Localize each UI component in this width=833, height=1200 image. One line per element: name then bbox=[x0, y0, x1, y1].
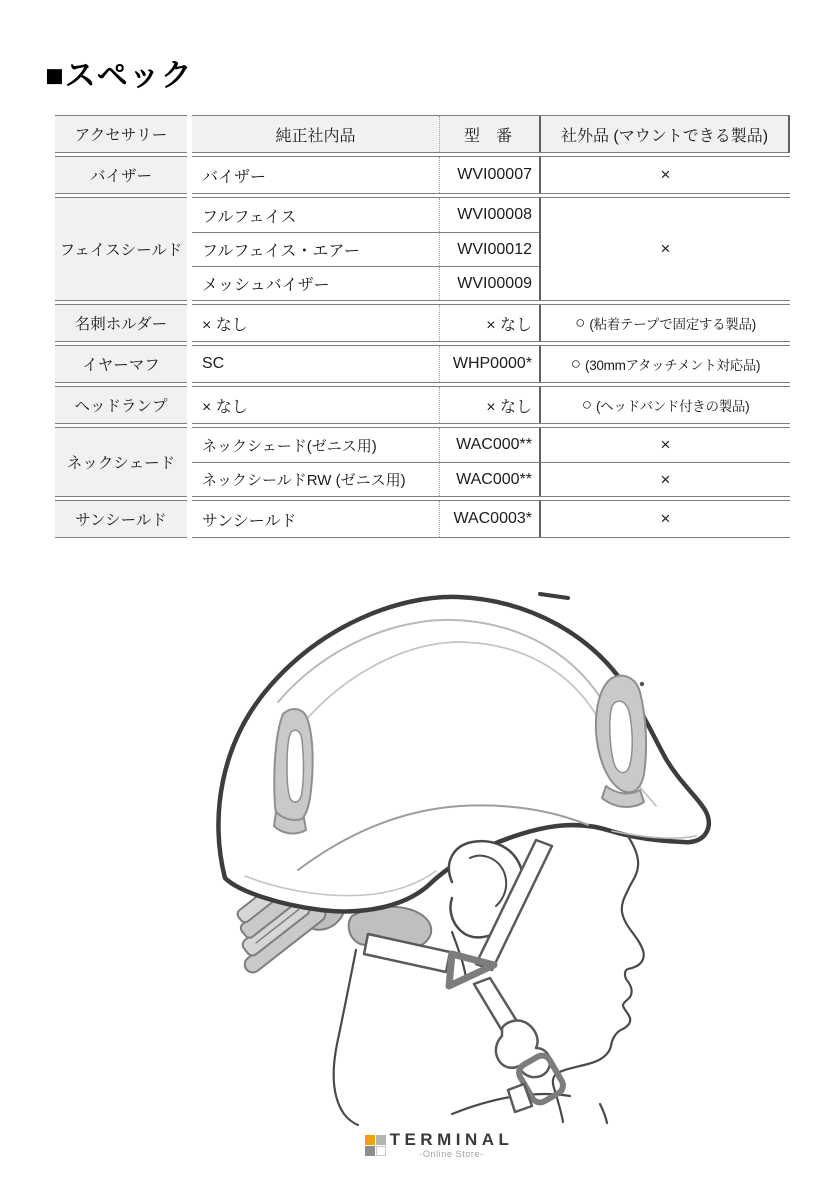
cell-genuine-item: フルフェイス・エアー bbox=[192, 232, 439, 266]
cell-aftermarket-mark: × bbox=[539, 428, 790, 462]
cell-aftermarket-mark: ○ (ヘッドバンド付きの製品) bbox=[539, 387, 790, 423]
helmet-svg bbox=[100, 582, 720, 1127]
cell-model-number: WAC000** bbox=[439, 462, 539, 496]
cell-genuine-item: × なし bbox=[202, 398, 248, 416]
cell-genuine-item: ネックシールドRW (ゼニス用) bbox=[192, 462, 439, 496]
table-group-headlamp bbox=[55, 386, 790, 424]
logo-square-white bbox=[376, 1146, 386, 1156]
header-genuine: 純正社内品 bbox=[275, 127, 356, 145]
cell-accessory: バイザー bbox=[55, 156, 187, 194]
cell-model-number: WHP0000* bbox=[439, 346, 539, 382]
spec-table bbox=[55, 115, 790, 538]
cell-genuine-item: ネックシェード(ゼニス用) bbox=[202, 437, 377, 455]
brand-tagline: -Online Store- bbox=[419, 1149, 484, 1159]
logo-mark-icon bbox=[365, 1135, 386, 1156]
table-group-earmuff bbox=[55, 345, 790, 383]
cell-model-number: × なし bbox=[439, 305, 539, 341]
table-header-row bbox=[55, 115, 790, 153]
table-group-visor bbox=[55, 156, 790, 194]
logo-square-lightgray bbox=[376, 1135, 386, 1145]
cell-genuine-item: メッシュバイザー bbox=[192, 266, 439, 300]
cell-model-number: WVI00012 bbox=[439, 232, 539, 266]
cell-accessory: サンシールド bbox=[55, 500, 187, 538]
cell-genuine-item: サンシールド bbox=[202, 512, 297, 530]
table-group-cardholder bbox=[55, 304, 790, 342]
cell-model-number: WVI00007 bbox=[439, 157, 539, 193]
cell-accessory: フェイスシールド bbox=[55, 197, 187, 301]
helmet-illustration bbox=[100, 582, 720, 1127]
cell-model-number: WVI00008 bbox=[439, 198, 539, 232]
cell-model-number: × なし bbox=[439, 387, 539, 423]
terminal-logo bbox=[365, 1131, 514, 1159]
cell-genuine-item: × なし bbox=[202, 316, 248, 334]
logo-square-orange bbox=[365, 1135, 375, 1145]
cell-aftermarket-mark: ○ (粘着テープで固定する製品) bbox=[539, 305, 790, 341]
cell-accessory: ヘッドランプ bbox=[55, 386, 187, 424]
cell-model-number: WAC0003* bbox=[439, 501, 539, 537]
brand-name: TERMINAL bbox=[389, 1130, 514, 1149]
logo-square-gray bbox=[365, 1146, 375, 1156]
table-group-faceshield bbox=[55, 197, 790, 301]
logo-text bbox=[390, 1131, 514, 1159]
cell-aftermarket-mark: × bbox=[539, 198, 790, 300]
cell-accessory: ネックシェード bbox=[55, 427, 187, 497]
cell-genuine-item: バイザー bbox=[202, 168, 267, 186]
header-accessory: アクセサリー bbox=[55, 115, 187, 153]
table-group-sunshield bbox=[55, 500, 790, 538]
table-group-neckshade bbox=[55, 427, 790, 497]
page-title: ■スペック bbox=[45, 58, 193, 93]
cell-genuine-item: SC bbox=[202, 355, 225, 372]
cell-accessory: 名刺ホルダー bbox=[55, 304, 187, 342]
cell-aftermarket-mark: × bbox=[539, 462, 790, 496]
header-aftermarket: 社外品 (マウントできる製品) bbox=[539, 116, 788, 152]
cell-aftermarket-mark: × bbox=[539, 157, 790, 193]
cell-model-number: WVI00009 bbox=[439, 266, 539, 300]
cell-aftermarket-mark: × bbox=[539, 501, 790, 537]
header-model: 型 番 bbox=[439, 116, 539, 152]
cell-genuine-item: フルフェイス bbox=[202, 208, 297, 226]
cell-aftermarket-mark: ○ (30mmアタッチメント対応品) bbox=[539, 346, 790, 382]
header-right-box bbox=[192, 115, 790, 153]
cell-accessory: イヤーマフ bbox=[55, 345, 187, 383]
cell-model-number: WAC000** bbox=[439, 428, 539, 462]
